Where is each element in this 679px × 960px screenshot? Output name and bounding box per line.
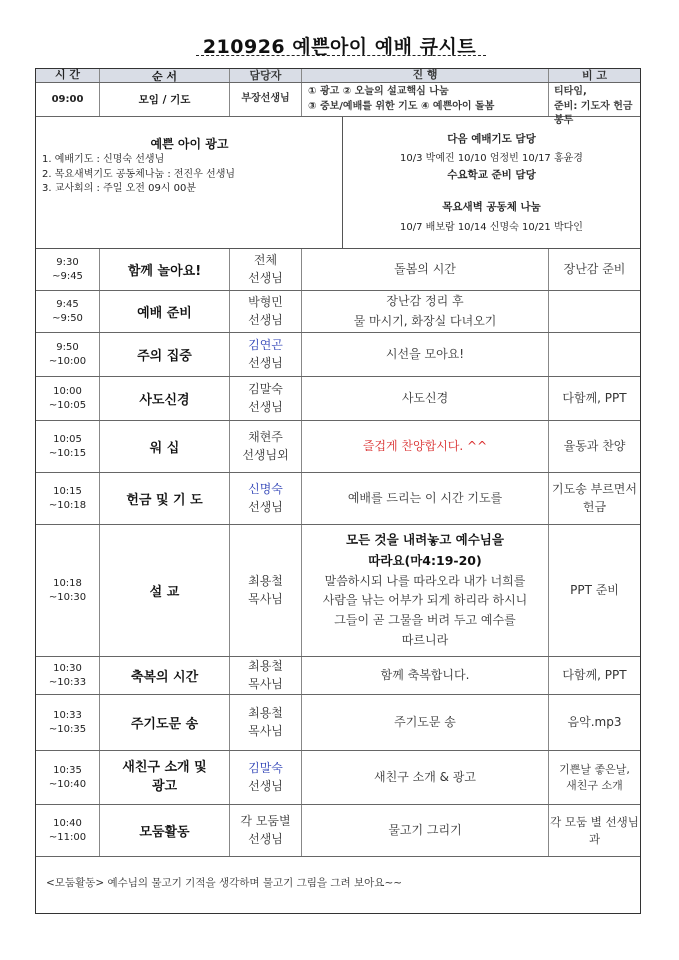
row-progress: 사도신경	[302, 377, 549, 420]
row-note: 기도송 부르면서 헌금	[552, 482, 637, 514]
announcement-list	[42, 153, 235, 197]
announcement-title: 예쁜 아이 광고	[150, 137, 229, 151]
row-person: 김말숙 선생님	[230, 377, 302, 420]
row-person: 전체 선생님	[230, 249, 302, 290]
row-progress: 물고기 그리기	[302, 805, 549, 856]
row-order: 모임 / 기도	[100, 83, 230, 116]
announcement-item: 3. 교사회의 : 주일 오전 09시 00분	[42, 183, 197, 194]
row-time: 10:15 ~10:18	[36, 473, 100, 524]
row-person: 김말숙 선생님	[230, 751, 302, 804]
row-progress	[302, 525, 549, 656]
row-note: 각 모둠 별 선생님과	[550, 814, 639, 846]
row-order: 주의 집중	[100, 333, 230, 376]
row-time: 10:00 ~10:05	[36, 377, 100, 420]
row-progress: 예배를 드리는 이 시간 기도를	[302, 473, 549, 524]
duty-schedule: 10/3 박예진 10/10 엄정빈 10/17 홍윤경	[400, 153, 583, 164]
row-order: 모둠활동	[100, 805, 230, 856]
header-person: 담당자	[230, 69, 302, 82]
announcement-box	[36, 117, 343, 248]
footer-note: <모둠활동> 예수님의 물고기 기적을 생각하며 물고기 그림을 그려 보아요~~	[46, 877, 403, 889]
row-note: 다함께, PPT	[562, 667, 627, 682]
row-time: 9:45 ~9:50	[36, 291, 100, 332]
title-underline	[196, 55, 486, 56]
row-progress: 시선을 모아요!	[302, 333, 549, 376]
progress-line: ① 광고 ② 오늘의 설교핵심 나눔	[308, 86, 449, 97]
row-progress: 즐겁게 찬양합시다. ^^	[302, 421, 549, 472]
row-order: 함께 놀아요!	[100, 249, 230, 290]
row-order: 워 십	[100, 421, 230, 472]
row-person: 신명숙 선생님	[230, 473, 302, 524]
table-row	[36, 291, 640, 333]
row-note	[549, 291, 640, 332]
row-note: 율동과 찬양	[563, 438, 626, 453]
announcement-item: 1. 예배기도 : 신명숙 선생님	[42, 154, 165, 165]
row-note: 다함께, PPT	[562, 390, 627, 405]
sermon-text: 그들이 곧 그물을 버려 두고 예수를	[334, 613, 516, 628]
table-row	[36, 473, 640, 525]
sermon-text: 사람을 낚는 어부가 되게 하리라 하시니	[322, 593, 528, 608]
row-progress: 주기도문 송	[302, 695, 549, 750]
sermon-title: 모든 것을 내려놓고 예수님을	[346, 532, 504, 548]
row-time: 10:30 ~10:33	[36, 657, 100, 694]
sermon-reference: 따라요(마4:19-20)	[368, 552, 482, 568]
table-row	[36, 525, 640, 657]
row-time: 9:50 ~10:00	[36, 333, 100, 376]
row-time: 10:18 ~10:30	[36, 525, 100, 656]
sermon-text: 따르니라	[401, 632, 449, 647]
row-order: 설 교	[100, 525, 230, 656]
row-time: 09:00	[36, 83, 100, 116]
row-time: 10:35 ~10:40	[36, 751, 100, 804]
duty-schedule: 10/7 배보람 10/14 신명숙 10/21 박다인	[400, 222, 583, 233]
row-person: 채현주 선생님외	[230, 421, 302, 472]
header-order: 순 서	[100, 69, 230, 82]
header-progress: 진 행	[302, 69, 549, 82]
table-row	[36, 695, 640, 751]
row-person: 최용철 목사님	[230, 695, 302, 750]
row-person: 최용철 목사님	[230, 657, 302, 694]
table-row	[36, 421, 640, 473]
row-time: 10:05 ~10:15	[36, 421, 100, 472]
row-time: 10:33 ~10:35	[36, 695, 100, 750]
row-person: 부장선생님	[230, 83, 302, 116]
row-note: 기쁜날 좋은날, 새친구 소개	[559, 762, 630, 792]
row-progress: 장난감 정리 후 물 마시기, 화장실 다녀오기	[302, 291, 549, 332]
row-time: 9:30 ~9:45	[36, 249, 100, 290]
row-order: 헌금 및 기 도	[100, 473, 230, 524]
duty-title: 목요새벽 공동체 나눔	[442, 201, 541, 213]
row-progress	[302, 83, 549, 116]
row-progress: 돌봄의 시간	[302, 249, 549, 290]
table-row	[36, 83, 640, 126]
page-title: 210926 예쁜아이 예배 큐시트	[202, 36, 477, 58]
table-row	[36, 805, 640, 857]
duty-title: 수요학교 준비 담당	[447, 169, 536, 181]
row-person: 각 모둠별 선생님	[230, 805, 302, 856]
row-person: 박형민 선생님	[230, 291, 302, 332]
row-order: 새친구 소개 및 광고	[100, 751, 230, 804]
announcement-item: 2. 목요새벽기도 공동체나눔 : 전진우 선생님	[42, 168, 236, 180]
duty-box	[343, 117, 640, 248]
table-row	[36, 657, 640, 695]
table-header	[36, 69, 640, 83]
header-time: 시 간	[36, 69, 100, 82]
footer-row	[36, 857, 640, 913]
table-row	[36, 249, 640, 291]
cue-sheet-table	[35, 68, 641, 914]
row-progress: 함께 축복합니다.	[302, 657, 549, 694]
row-order: 주기도문 송	[100, 695, 230, 750]
table-row	[36, 333, 640, 377]
row-order: 예배 준비	[100, 291, 230, 332]
table-row	[36, 751, 640, 805]
note-line: 준비: 기도자 헌금봉투	[554, 100, 633, 126]
row-order: 축복의 시간	[100, 657, 230, 694]
row-person: 최용철 목사님	[230, 525, 302, 656]
progress-line: ③ 중보/예배를 위한 기도 ④ 예쁜아이 돌봄	[308, 100, 495, 112]
row-note: PPT 준비	[570, 582, 619, 597]
table-row	[36, 377, 640, 421]
row-note: 장난감 준비	[563, 261, 626, 276]
info-block	[36, 117, 640, 249]
row-time: 10:40 ~11:00	[36, 805, 100, 856]
row-order: 사도신경	[100, 377, 230, 420]
note-line: 티타임,	[554, 86, 587, 97]
row-person: 김연곤 선생님	[230, 333, 302, 376]
duty-title: 다음 예배기도 담당	[447, 133, 536, 145]
header-note: 비 고	[549, 69, 640, 82]
row-progress: 새친구 소개 & 광고	[302, 751, 549, 804]
row-note	[549, 333, 640, 376]
row-note	[549, 83, 640, 126]
row-note: 음악.mp3	[567, 714, 622, 729]
sermon-text: 말씀하시되 나를 따라오라 내가 너희를	[324, 573, 526, 588]
